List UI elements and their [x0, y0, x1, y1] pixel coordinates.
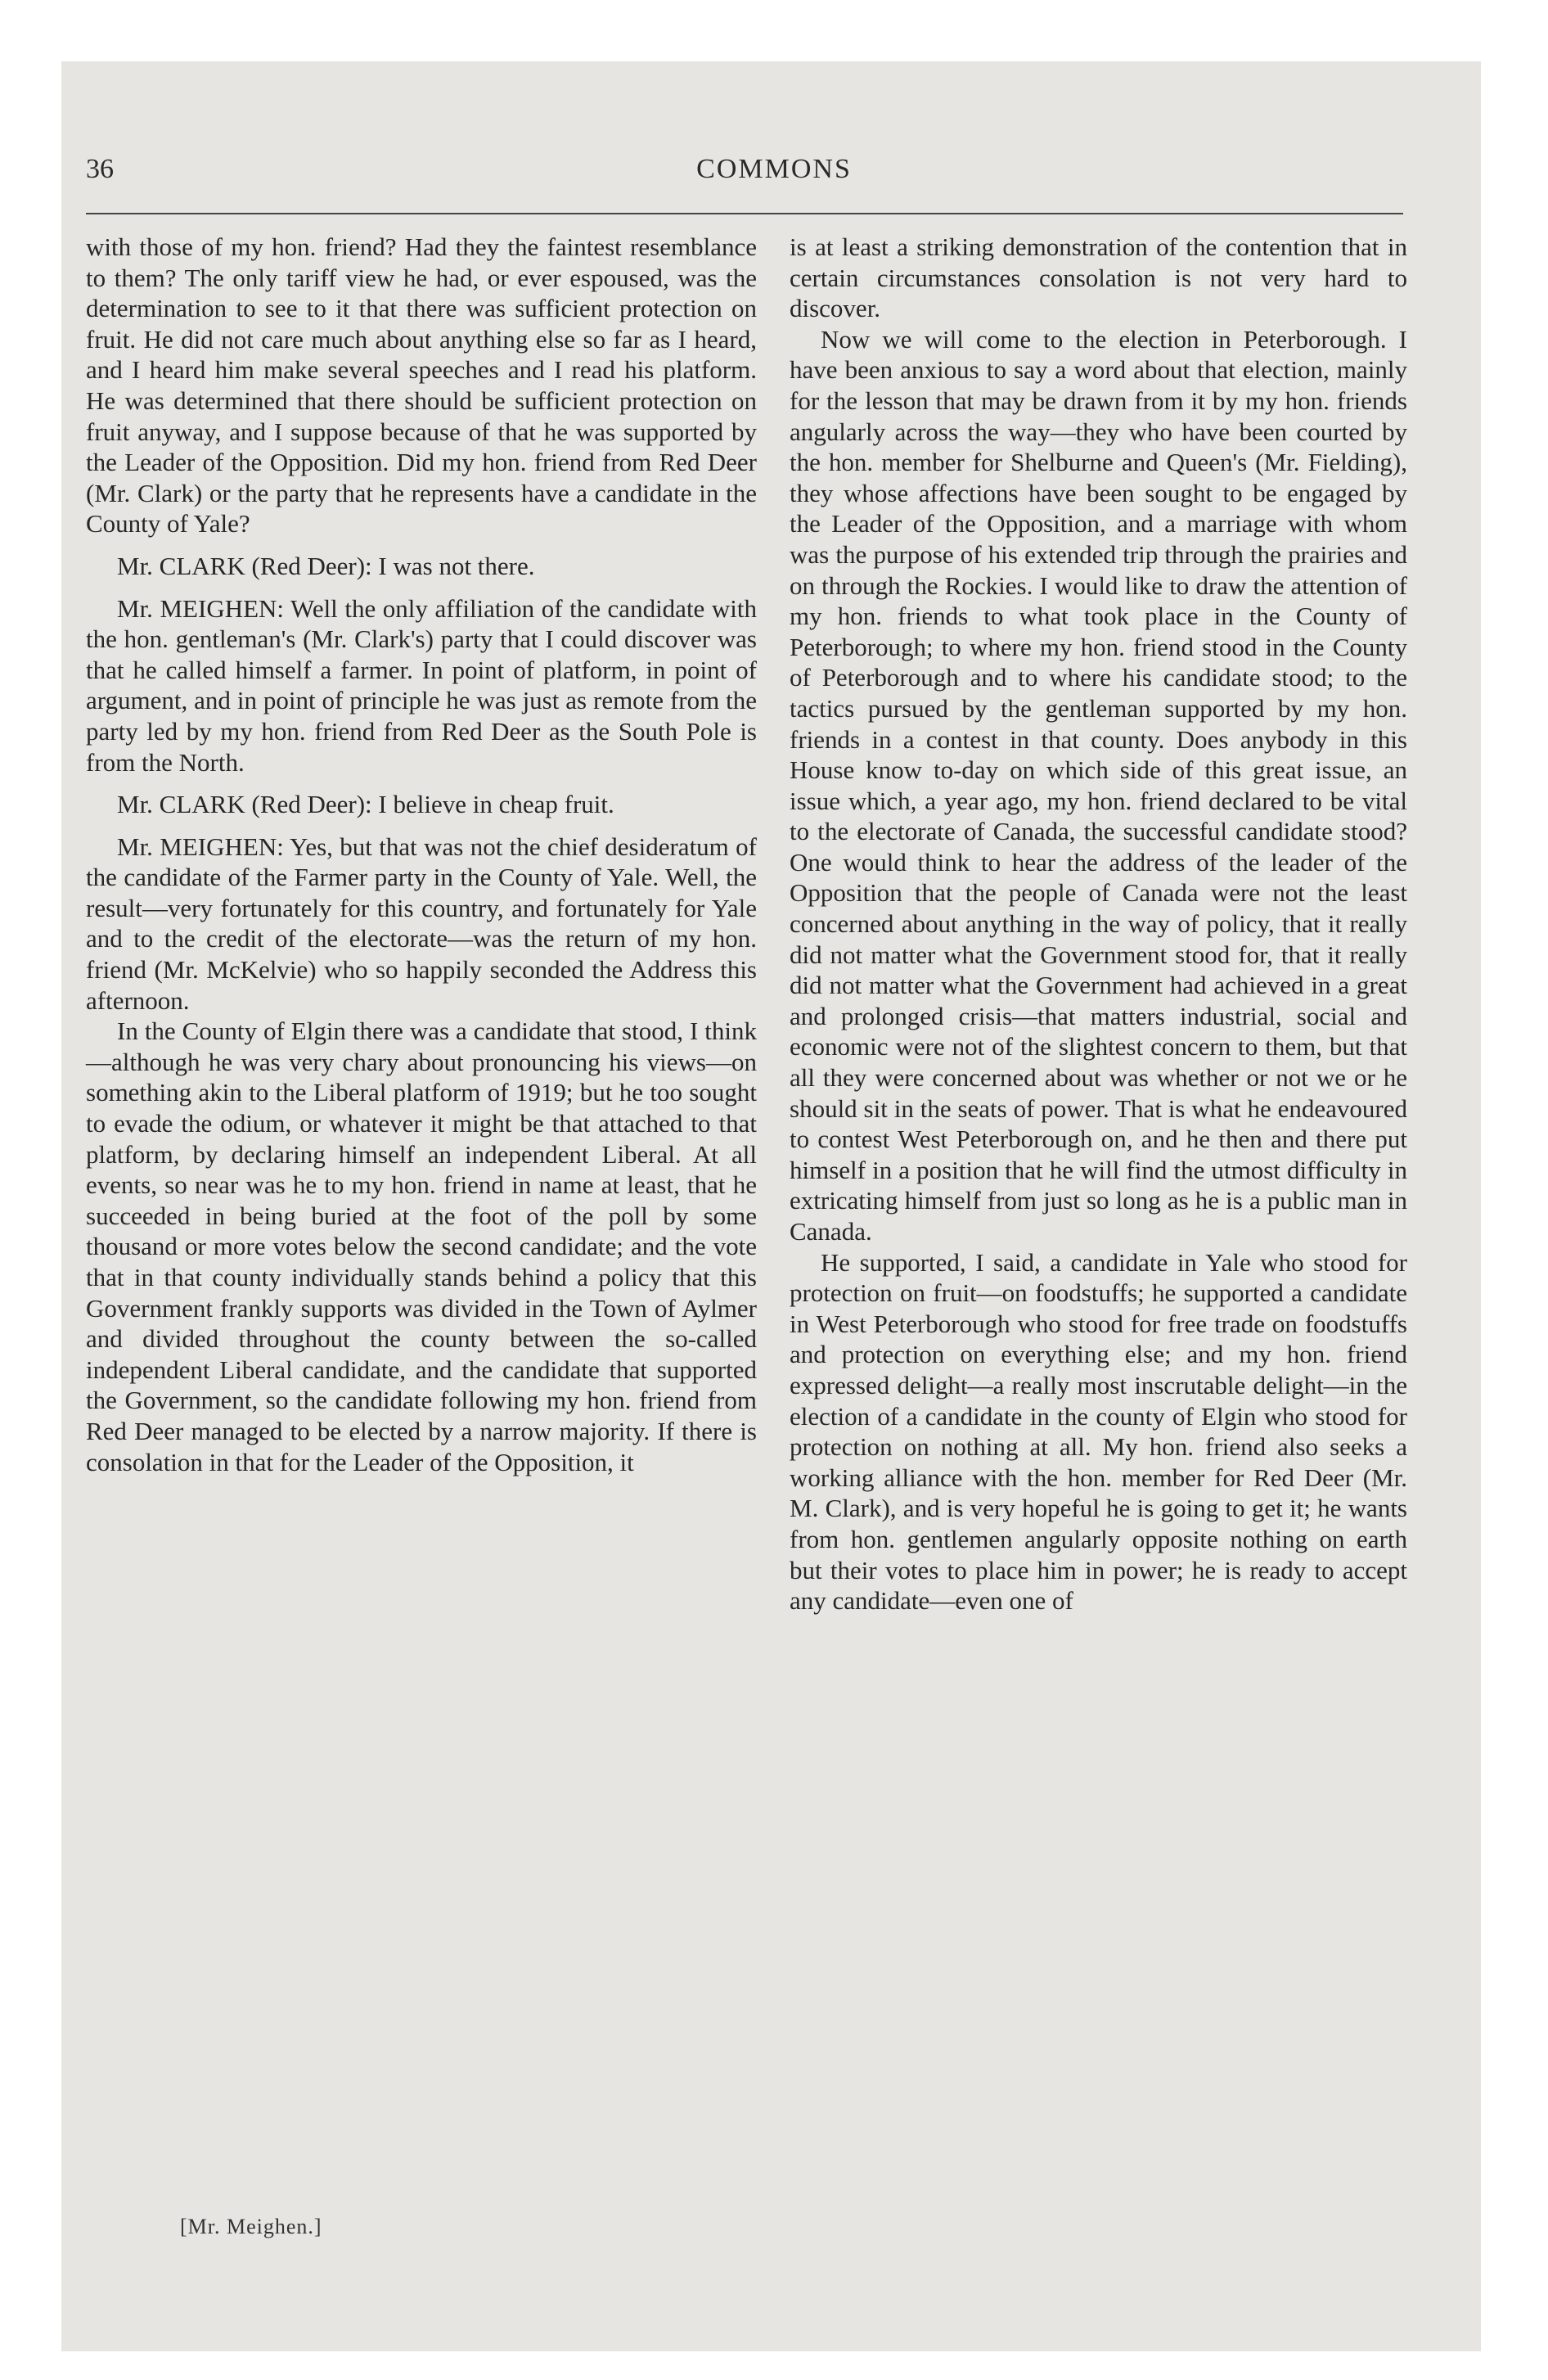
paragraph: In the County of Elgin there was a candidate that stood, I think—although he was very chary about pronouncing his views—on something akin to the Liberal platform of 1919; but he too sought to evade the odium, or whatever it might be that attached to that platform, by declaring himself an independent Liberal. At all events, so near was he to my hon. friend in name at least, that he succeeded in being buried at the foot of the poll by some thousand or more votes below the second candidate; and the vote that in that county individually stands behind a policy that this Government frankly supports was divided in the Town of Aylmer and divided throughout the county between the so-called independent Liberal candidate, and the candidate that supported the Government, so the candidate following my hon. friend from Red Deer managed to be elected by a narrow majority. If there is consolation in that for the Leader of the Opposition, it — [86, 1016, 757, 1476]
paragraph: Mr. CLARK (Red Deer): I was not there. — [117, 551, 535, 580]
paragraph: Mr. MEIGHEN: Yes, but that was not the chief desideratum of the candidate of the Farmer party in the County of Yale. Well, the result—very fortunately for this country, and fortunately for Yale and to the credit of the electorate—was the return of my hon. friend (Mr. McKelvie) who so happily seconded the Address this afternoon. — [86, 832, 757, 1015]
header-rule — [86, 213, 1403, 214]
running-head: COMMONS — [696, 154, 852, 184]
paragraph: Mr. CLARK (Red Deer): I believe in cheap fruit. — [117, 790, 614, 819]
page-header — [0, 88, 1548, 184]
paragraph: with those of my hon. friend? Had they the faintest resemblance to them? The only tariff view he had, or ever espoused, was the determination to see to it that there was sufficient protection on fruit. He did not care much about anything else so far as I heard, and I heard him make several speeches and I read his platform. He was determined that there should be sufficient protection on fruit anyway, and I suppose because of that he was supported by the Leader of the Opposition. Did my hon. friend from Red Deer (Mr. Clark) or the party that he represents have a candidate in the County of Yale? — [86, 232, 757, 539]
left-column — [86, 232, 757, 1477]
page-number: 36 — [86, 154, 114, 184]
paragraph: is at least a striking demonstration of the contention that in certain circumstances consolation is not very hard to discover. — [790, 232, 1407, 323]
paragraph: He supported, I said, a candidate in Yale who stood for protection on fruit—on foodstuffs; he supported a candidate in West Peterborough who stood for free trade on foodstuffs and protection on everything else; and my hon. friend expressed delight—a really most inscrutable delight—in the election of a candidate in the county of Elgin who stood for protection on nothing at all. My hon. friend also seeks a working alliance with the hon. member for Red Deer (Mr. M. Clark), and is very hopeful he is going to get it; he wants from hon. gentlemen angularly opposite nothing on earth but their votes to place him in power; he is ready to accept any candidate—even one of — [790, 1247, 1407, 1616]
paragraph: Mr. MEIGHEN: Well the only affiliation of the candidate with the hon. gentleman's (Mr. Clark's) party that I could discover was that he called himself a farmer. In point of platform, in point of argument, and in point of principle he was just as remote from the party led by my hon. friend from Red Deer as the South Pole is from the North. — [86, 593, 757, 777]
paragraph: Now we will come to the election in Peterborough. I have been anxious to say a word about that election, mainly for the lesson that may be drawn from it by my hon. friends angularly across the way—they who have been courted by the hon. member for Shelburne and Queen's (Mr. Fielding), they whose affections have been sought to be engaged by the Leader of the Opposition, and a marriage with whom was the purpose of his extended trip through the prairies and on through the Rockies. I would like to draw the attention of my hon. friends to what took place in the County of Peterborough; to where my hon. friend stood in the County of Peterborough and to where his candidate stood; to the tactics pursued by the gentleman supported by my hon. friends in a contest in that county. Does anybody in this House know to-day on which side of this great issue, an issue which, a year ago, my hon. friend declared to be vital to the electorate of Canada, the successful candidate stood? One would think to hear the address of the leader of the Opposition that the people of Canada were not the least concerned about anything in the way of policy, that it really did not matter what the Government stood for, that it really did not matter what the Government had achieved in a great and prolonged crisis—that matters industrial, social and economic were not of the slightest concern to them, but that all they were concerned about was whether or not we or he should sit in the seats of power. That is what he endeavoured to contest West Peterborough on, and he then and there put himself in a position that he will find the utmost difficulty in extricating himself from just so long as he is a public man in Canada. — [790, 324, 1407, 1246]
speaker-note: [Mr. Meighen.] — [180, 2215, 322, 2238]
right-column — [790, 232, 1407, 1616]
